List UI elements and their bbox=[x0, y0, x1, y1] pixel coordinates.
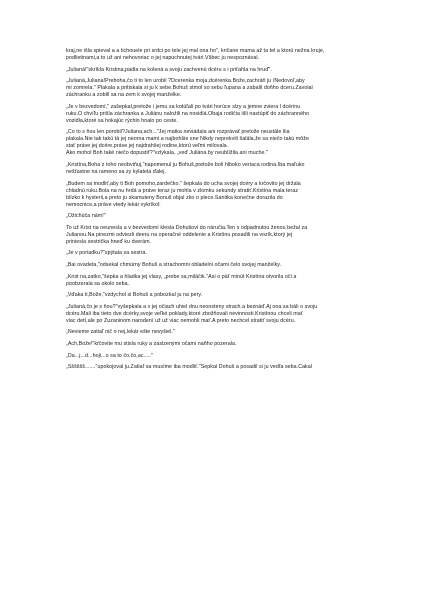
text-line: nemocnice,a práve vtedy lekár vykríkol: bbox=[66, 201, 161, 208]
text-line: „Budem sa modliť,aby ti Boh pomoho,zardečko." šepkala do ucha svojej dcéry a krčovito jej držala bbox=[66, 180, 301, 187]
text-line: „Čo to s ňou len porobil?Juliana,ach..."Jej matka neviádala ani rozprávať pretože neustále liia bbox=[66, 129, 290, 136]
text-line: „Bai ovadeta,"odsekal chmúrny Bohuš a strachomni obladelni očami čelo svojej manželky. bbox=[66, 261, 282, 268]
text-line: „Da...j...d...hoji...o sa to čo,čo,ac....." bbox=[66, 352, 154, 359]
text-line: chladnú ruku.Bola na nu hrdá a práve teraz ju mohla v zlomku sekundy stratiť.Kristína mala teraz bbox=[66, 187, 299, 194]
text-line: „Krist na,zatko,"šepka a hladka jej vlasy, „prebe sa,miláčik."Asi o päť minút Kristína otvorila oči a bbox=[66, 273, 297, 280]
story-text bbox=[66, 48, 362, 371]
text-line: „Kristína,Boha z toho neobviňuj,"napomenul ju Bohuš,pretože boli hlboko veriaca rodina.Iba maľuko bbox=[66, 161, 305, 168]
text-line: poobzerala sa okolo seba. bbox=[66, 280, 130, 287]
text-line: „Vďaka ti,Bože,"vzdychol si Bohuš a pobozkal ju na pery. bbox=[66, 292, 203, 299]
text-line: vozidla,ktoré sa hokajúc rýchlo hnalo po ceste. bbox=[66, 117, 178, 124]
text-line: Julianou.Na pinezmi odviezli deeru na operačné oddelenie a Kristínu posadili na vozík,ktorý jej bbox=[66, 231, 293, 238]
text-line: „Nevieme zatiaľ nič o nej,lekár ešte nevyšiel." bbox=[66, 329, 175, 336]
text-line: „Ach,Bože!"kŕčovite mu stisla ruky a zaslzenými očami naňho pozerala. bbox=[66, 340, 237, 347]
text-line: „Je v poriadku?"spýtala sa sestra. bbox=[66, 250, 148, 257]
text-line: Ako mohol Boh také niečo dopustiť?"vzlykala, „veď Juliána by neublížila ani muche." bbox=[66, 150, 268, 157]
text-line: plakala.Nie tak takú tá jej neorna mami a najbohšie sne Nikdy neprekvili šalála,že sa niečo takú môže bbox=[66, 136, 309, 143]
text-line: „Ožichúča nám!" bbox=[66, 213, 106, 220]
text-line: „Julianá,čo je s ňou?"vyšepkala a v jej očiach uhiel dnu neonsteny strach.a beznáď.Aj ona sa báli o svoju bbox=[66, 303, 318, 310]
text-line: „Julianá!"skríkla Kristina,padla na kolená a svoju zachvenú dcéru s i priťahla na hruď". bbox=[66, 66, 272, 73]
text-line: mi zomrela." Plakala a pritiskala si ju k sebe.Bohuš stmol so sebu ľupana a zabalil doňho dceru.Zavolal bbox=[66, 85, 313, 92]
text-line: záchranku a zoblil sa na zem k svojej manželke. bbox=[66, 92, 182, 99]
text-line: kraj,ne išla spieval a a tichouele pri srdci po tele jej mal ona ho", kričane mama až ta tel a ktorú nežna kruje, bbox=[66, 48, 325, 54]
text-line: dcéru.Mali iba tieto dve dcérky,svoje veľké poklady,ktoré zbožňovali nevinnosti.Kristínou chceli mať bbox=[66, 310, 303, 317]
text-line: nešťastne na rameno sa zy kylatela ďalej. bbox=[66, 168, 167, 175]
text-line: podlietinami,a to už ani nehovoriac o jej napuchnutej tvári.Všbec ju nespoznával. bbox=[66, 55, 260, 61]
text-line: „Je v bezvedomí," zašepkal,pretože i jemu sa kotúľali po tvári horúce slzy a jemne zviera l dcérinu bbox=[66, 103, 301, 110]
text-line: „Šššššš......."upokojoval ju.Zatiaľ sa musíme iba modliť."Sepkal Dohuš a posadil si ju vedľa seba.Čakal bbox=[66, 364, 312, 371]
text-line: priniesla sestrička hneď ku dverám. bbox=[66, 238, 152, 245]
text-line: stať práve jej dcére,práve jej najdrahšej rodine,ktorú veľmi milovala. bbox=[66, 143, 229, 150]
text-line: To už Krist na neunesla a v bezvedomí klesla Dohušovi do náručia.Ten s odpadnutou ženou bežal za bbox=[66, 224, 308, 231]
text-line: viac detí,ale po Zuzaninom narodení už už viac nemohli mať.A preto nechcel stratiť svoju dcéru. bbox=[66, 317, 296, 324]
text-line: blízko k hysterii,a preto ju skamuteny Bonuš objal zko o plece.Sanitka konečne dorazila do bbox=[66, 194, 283, 201]
text-line: „Julianá,Juliana!Preboha,čo ti to len urobil ?Dcerenka moja,dcérenka.Bože,zachráň ju /Nedovoľ,aby bbox=[66, 78, 305, 85]
text-line: ruku.O chvíľu prišla záchranka a Juliánu naložili na nosidlá.Obaja rodičia išli nastúpiť do záchranného bbox=[66, 110, 310, 117]
